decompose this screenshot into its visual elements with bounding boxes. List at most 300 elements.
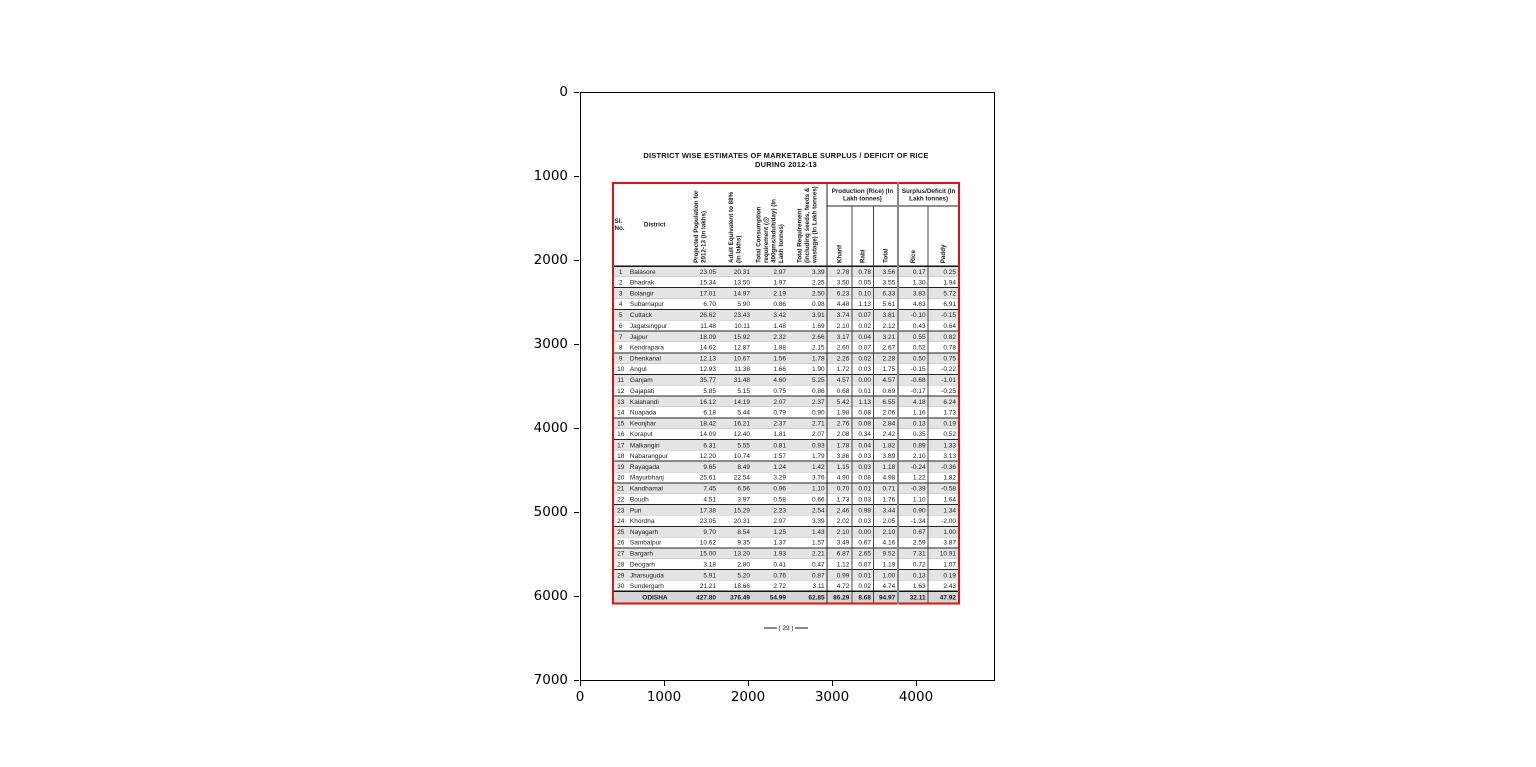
cell-rabi: 0.07 [852,559,874,570]
cell-paddy: 0.64 [928,320,959,331]
cell-district: Sundergarh [629,581,664,590]
cell-total: 2.84 [873,418,898,429]
x-axis-tick-mark [916,681,917,686]
y-axis-tick-mark [574,344,579,345]
cell-rabi: 0.05 [852,277,874,288]
cell-rabi: 0.08 [852,418,874,429]
cell-total-requirement: 0.66 [812,495,825,503]
y-axis-tick-mark [574,428,579,429]
cell-paddy: 1.33 [928,440,959,451]
header-total-consumption: Total Consumption requirement (@ 400gms/adult/day) (In Lakh tonnes) [752,183,788,266]
y-axis-tick-mark [574,680,579,681]
cell-total-consumption: 0.75 [773,386,787,395]
cell-adult-equivalent: 31.48 [733,376,750,384]
cell-rice: -0.24 [898,461,928,472]
cell-adult-equivalent: 8.49 [737,462,750,471]
cell-kharif: 6.87 [827,548,852,559]
cell-total-consumption: 0.86 [773,300,787,308]
cell-total-requirement: 0.98 [812,300,825,308]
cell-total: 5.61 [873,299,898,310]
cell-paddy: 6.91 [928,299,959,310]
table-row [613,385,959,396]
y-axis-tick-label: 1000 [533,167,568,184]
cell-sl-no: 30 [617,581,625,590]
cell-sl-no: 4 [618,300,623,308]
cell-rabi: 0.78 [852,266,874,277]
cell-rice: 1.22 [898,472,928,483]
cell-sl-no [613,591,627,603]
cell-district: Kandhamal [629,484,663,493]
cell-adult-equivalent: 23.43 [733,311,750,319]
cell-adult-equivalent: 2.80 [737,560,750,568]
cell-kharif: 4.48 [827,299,852,310]
cell-rice: -0.10 [898,309,928,320]
cell-total-consumption: 2.97 [773,516,787,525]
cell-total-consumption: 2.19 [773,289,787,297]
cell-total-consumption: 2.07 [773,397,787,406]
cell-total: 3.89 [873,450,898,461]
cell-total-consumption: 1.25 [773,528,787,536]
y-axis-tick-mark [574,512,579,513]
cell-kharif: 1.78 [827,440,852,451]
cell-rice: 4.18 [898,396,928,407]
table-row [613,505,959,516]
cell-kharif: 5.42 [827,396,852,407]
cell-paddy: 0.19 [928,418,959,429]
header-total-requirement: Total Requirement (including seeds, feeds & wastage) (In Lakh tonnes) [788,183,827,266]
cell-total-requirement: 2.50 [812,289,825,297]
cell-sl-no: 14 [617,408,625,417]
cell-projected-population: 15.34 [699,278,717,286]
table-row [613,396,959,407]
cell-paddy: 1.73 [928,407,959,418]
cell-paddy: 10.91 [928,548,959,559]
cell-total-consumption: 0.41 [773,560,787,568]
table-row [613,559,959,570]
cell-rabi: 0.01 [852,570,874,581]
cell-district: Keonjhar [629,419,656,428]
y-axis-tick-mark [574,596,579,597]
cell-rabi: 0.02 [852,580,874,591]
cell-rice: 4.63 [898,299,928,310]
cell-total: 2.12 [873,320,898,331]
cell-adult-equivalent: 11.38 [734,365,750,373]
cell-adult-equivalent: 15.29 [733,506,750,514]
cell-total: 6.55 [873,396,898,407]
cell-rice: 0.13 [898,418,928,429]
cell-sl-no: 27 [617,549,625,558]
cell-adult-equivalent: 5.15 [737,386,750,395]
cell-rabi: 0.08 [852,407,874,418]
cell-adult-equivalent: 15.92 [733,332,750,341]
cell-rice: 0.90 [898,505,928,516]
cell-adult-equivalent: 10.11 [734,321,750,330]
cell-rice: 2.59 [898,537,928,548]
cell-district: Jharsuguda [629,571,664,579]
cell-total-consumption: 0.96 [773,484,787,493]
cell-rabi: 0.03 [852,515,874,526]
cell-district: Gajapati [629,386,655,395]
cell-paddy: -2.00 [928,515,959,526]
cell-rabi: 2.65 [852,548,874,559]
cell-projected-population: 26.62 [699,311,717,319]
cell-total-consumption: 2.72 [773,581,787,590]
cell-district: Ganjam [629,376,653,384]
cell-projected-population: 17.38 [699,506,717,514]
cell-total-requirement: 3.39 [812,516,825,525]
cell-total: 2.42 [873,429,898,440]
cell-adult-equivalent: 10.74 [733,451,750,460]
x-axis-tick-mark [580,681,581,686]
table-row [613,299,959,310]
header-sl-no: Sl. No. [613,183,627,266]
cell-adult-equivalent: 6.56 [737,484,750,493]
cell-projected-population: 3.18 [703,560,717,568]
cell-district: Nabarangpur [629,451,668,460]
cell-kharif: 2.02 [827,515,852,526]
cell-total-requirement: 62.85 [808,593,825,601]
cell-total-requirement: 2.71 [812,419,825,428]
cell-total-consumption: 2.32 [773,332,787,341]
cell-sl-no: 3 [618,289,623,297]
cell-kharif: 2.26 [827,353,852,364]
cell-sl-no: 29 [617,571,625,579]
cell-total-requirement: 0.93 [812,441,825,449]
cell-paddy: 1.82 [928,472,959,483]
y-axis-tick-label: 4000 [533,420,568,437]
cell-district: Mayurbhanj [629,473,664,482]
page-number-label: ( 29 ) [778,624,794,632]
cell-paddy: -0.25 [928,385,959,396]
cell-projected-population: 6.18 [703,408,717,417]
cell-rice: 1.30 [898,277,928,288]
cell-total: 2.05 [873,515,898,526]
cell-total-requirement: 3.39 [812,267,825,276]
cell-total-consumption: 1.81 [773,430,787,438]
cell-paddy: -0.22 [928,364,959,375]
table-row [613,548,959,559]
cell-district: Deogarh [629,560,655,568]
cell-sl-no: 1 [618,267,623,276]
cell-total-consumption: 3.29 [773,473,787,482]
cell-rice: 0.52 [898,342,928,353]
cell-total-consumption: 0.81 [773,441,787,449]
cell-paddy: 0.25 [928,266,959,277]
x-axis-tick-label: 0 [575,689,585,705]
header-production-group: Production (Rice) (In Lakh tonnes) [827,183,898,206]
cell-district: Nayagarh [629,528,659,536]
cell-rabi: 0.34 [852,429,874,440]
y-axis-tick-label: 6000 [533,588,568,605]
cell-total-requirement: 0.90 [812,408,825,417]
cell-projected-population: 12.13 [699,354,717,363]
cell-rice: 0.67 [898,526,928,537]
cell-projected-population: 18.42 [699,419,717,428]
cell-sl-no: 15 [617,419,625,428]
page-number-mark [612,624,960,632]
cell-total-requirement: 5.25 [812,376,825,384]
table-row [613,320,959,331]
table-row [613,494,959,505]
table-row [613,277,959,288]
cell-total-requirement: 0.47 [812,560,825,568]
y-axis-tick-mark [574,260,579,261]
cell-kharif: 2.76 [827,418,852,429]
cell-total-consumption: 2.97 [773,267,787,276]
cell-total-requirement: 3.11 [812,581,825,590]
cell-total: 4.16 [873,537,898,548]
cell-total: 0.71 [873,483,898,494]
cell-total: 2.28 [873,353,898,364]
cell-adult-equivalent: 5.90 [737,300,750,308]
cell-adult-equivalent: 14.97 [733,289,750,297]
cell-paddy: 47.92 [928,591,959,603]
cell-kharif: 0.70 [827,483,852,494]
cell-rabi: 0.10 [852,288,874,299]
cell-kharif: 1.73 [827,494,852,505]
cell-district: Dhenkanal [629,354,661,363]
cell-paddy: 5.72 [928,288,959,299]
cell-kharif: 3.74 [827,309,852,320]
table-row [613,537,959,548]
cell-sl-no: 23 [617,506,625,514]
document-title [608,151,964,169]
cell-rice: 32.11 [898,591,928,603]
cell-adult-equivalent: 20.31 [733,267,750,276]
cell-paddy: 0.82 [928,331,959,342]
cell-kharif: 3.17 [827,331,852,342]
cell-sl-no: 6 [618,321,623,330]
page-mark-dash-right [795,627,808,628]
cell-total-requirement: 1.57 [812,538,825,547]
cell-total-consumption: 1.88 [773,343,787,351]
cell-paddy: 1.07 [928,559,959,570]
cell-district: Angul [629,365,647,373]
cell-rabi: 8.68 [852,591,874,603]
cell-rice: 3.83 [898,288,928,299]
cell-total-requirement: 1.10 [812,484,825,493]
cell-projected-population: 5.85 [703,386,717,395]
cell-rabi: 0.00 [852,374,874,385]
cell-projected-population: 16.12 [699,397,717,406]
cell-rabi: 0.01 [852,483,874,494]
cell-total-requirement: 0.86 [812,386,825,395]
cell-rabi: 0.01 [852,385,874,396]
cell-total-requirement: 2.21 [812,549,825,558]
cell-projected-population: 35.77 [699,376,717,384]
table-row [613,526,959,537]
cell-kharif: 4.72 [827,580,852,591]
document-title-line1: DISTRICT WISE ESTIMATES OF MARKETABLE SURPLUS / DEFICIT OF RICE [643,151,929,160]
cell-total-requirement: 2.07 [812,430,825,438]
cell-paddy: -0.58 [928,483,959,494]
cell-district: Subarnapur [629,300,664,308]
cell-total-requirement: 2.54 [812,506,825,514]
cell-district: Bolangir [629,289,654,297]
cell-total-consumption: 2.23 [773,506,787,514]
cell-total: 4.57 [873,374,898,385]
cell-sl-no: 13 [617,397,625,406]
header-surplus-group: Surplus/Deficit (In Lakh tonnes) [898,183,959,206]
cell-rice: 0.72 [898,559,928,570]
rice-table-sheet [612,182,960,604]
cell-kharif: 6.23 [827,288,852,299]
x-axis-tick-mark [664,681,665,686]
cell-paddy: 1.34 [928,505,959,516]
cell-rice: 0.13 [898,570,928,581]
cell-adult-equivalent: 5.44 [737,408,750,417]
table-row [613,266,959,277]
cell-projected-population: 9.70 [703,528,717,536]
cell-total: 1.82 [873,440,898,451]
cell-sl-no: 8 [618,343,623,351]
x-axis-tick-label: 3000 [814,689,850,705]
cell-total-consumption: 1.56 [773,354,787,363]
cell-adult-equivalent: 376.49 [730,593,750,601]
cell-total-requirement: 0.87 [812,571,825,579]
cell-total: 3.81 [873,309,898,320]
cell-paddy: 3.13 [928,450,959,461]
cell-total: 3.21 [873,331,898,342]
cell-district: Kendrapara [629,343,664,351]
cell-total-consumption: 0.79 [773,408,787,417]
cell-paddy: 0.52 [928,429,959,440]
cell-projected-population: 14.62 [699,343,717,351]
cell-projected-population: 7.45 [703,484,717,493]
cell-total: 1.00 [873,570,898,581]
cell-kharif: 2.46 [827,505,852,516]
cell-sl-no: 17 [617,441,625,449]
cell-projected-population: 18.09 [699,332,717,341]
cell-total-consumption: 1.66 [773,365,787,373]
cell-rabi: 0.02 [852,353,874,364]
cell-total-consumption: 0.76 [773,571,787,579]
table-row [613,407,959,418]
cell-rabi: 0.67 [852,537,874,548]
cell-total-consumption: 2.37 [773,419,787,428]
table-row [613,461,959,472]
cell-adult-equivalent: 22.54 [733,473,750,482]
table-row [613,515,959,526]
table-row [613,288,959,299]
cell-sl-no: 21 [617,484,625,493]
cell-district: Puri [629,506,642,514]
cell-kharif: 1.12 [827,559,852,570]
cell-projected-population: 25.61 [699,473,717,482]
cell-total: 4.74 [873,580,898,591]
cell-total-consumption: 1.37 [773,538,787,547]
cell-adult-equivalent: 18.66 [733,581,750,590]
table-row [613,331,959,342]
cell-kharif: 2.08 [827,429,852,440]
header-district: District [627,183,682,266]
cell-projected-population: 12.93 [699,365,717,373]
cell-kharif: 4.57 [827,374,852,385]
cell-rice: 1.16 [898,407,928,418]
cell-total-consumption: 1.57 [773,451,787,460]
cell-total: 2.06 [873,407,898,418]
cell-adult-equivalent: 5.20 [737,571,750,579]
cell-sl-no: 16 [617,430,625,438]
x-axis-tick-label: 2000 [730,689,766,705]
cell-projected-population: 10.62 [699,538,717,547]
cell-paddy: -1.01 [928,374,959,385]
cell-total-consumption: 1.97 [773,278,787,286]
cell-district: Boudh [629,495,649,503]
cell-total-consumption: 54.99 [769,593,787,601]
cell-adult-equivalent: 13.50 [733,278,750,286]
cell-total-requirement: 1.79 [812,451,825,460]
cell-total: 94.97 [873,591,898,603]
cell-total: 9.52 [873,548,898,559]
cell-paddy: 1.94 [928,277,959,288]
cell-kharif: 2.10 [827,526,852,537]
cell-sl-no: 7 [618,332,623,341]
header-kharif: Kharif [827,206,852,266]
cell-district: Sambalpur [629,538,662,547]
cell-adult-equivalent: 5.55 [737,441,750,449]
cell-rice: 1.63 [898,580,928,591]
cell-sl-no: 18 [617,451,625,460]
cell-paddy: 3.87 [928,537,959,548]
cell-projected-population: 14.09 [699,430,717,438]
cell-total-consumption: 1.24 [773,462,787,471]
cell-district: Cuttack [629,311,652,319]
y-axis-tick-mark [574,92,579,93]
cell-kharif: 0.68 [827,385,852,396]
table-body [613,266,959,603]
y-axis-tick-label: 3000 [533,335,568,352]
cell-rabi: 1.13 [852,396,874,407]
cell-kharif: 1.15 [827,461,852,472]
cell-total: 1.19 [873,559,898,570]
cell-district: Kalahandi [629,397,659,406]
cell-paddy: 2.43 [928,580,959,591]
cell-total-requirement: 1.43 [812,528,825,536]
table-header [613,183,959,266]
cell-rabi: 0.03 [852,494,874,505]
cell-total-consumption: 3.42 [773,311,787,319]
cell-adult-equivalent: 10.67 [733,354,750,363]
table-row [613,374,959,385]
cell-rice: -1.34 [898,515,928,526]
cell-district: ODISHA [642,593,668,601]
cell-kharif: 3.86 [827,450,852,461]
header-adult-equivalent: Adult Equivalent to 88% (in lakhs) [718,183,752,266]
cell-paddy: -0.36 [928,461,959,472]
cell-total-requirement: 3.91 [812,311,825,319]
table-row [613,450,959,461]
cell-total: 1.76 [873,494,898,505]
cell-total: 3.44 [873,505,898,516]
header-paddy: Paddy [928,206,959,266]
cell-sl-no: 9 [618,354,623,363]
cell-district: Malkangiri [629,441,660,449]
cell-kharif: 3.50 [827,277,852,288]
cell-adult-equivalent: 13.20 [733,549,750,558]
y-axis-tick-mark [574,176,579,177]
table-row [613,570,959,581]
cell-sl-no: 12 [617,386,625,395]
cell-total-consumption: 4.60 [773,376,787,384]
cell-total-requirement: 2.25 [812,278,825,286]
cell-total: 2.67 [873,342,898,353]
table-row [613,580,959,591]
cell-kharif: 2.78 [827,266,852,277]
cell-district: Nuapada [629,408,657,417]
cell-total: 3.55 [873,277,898,288]
cell-projected-population: 15.00 [699,549,717,558]
